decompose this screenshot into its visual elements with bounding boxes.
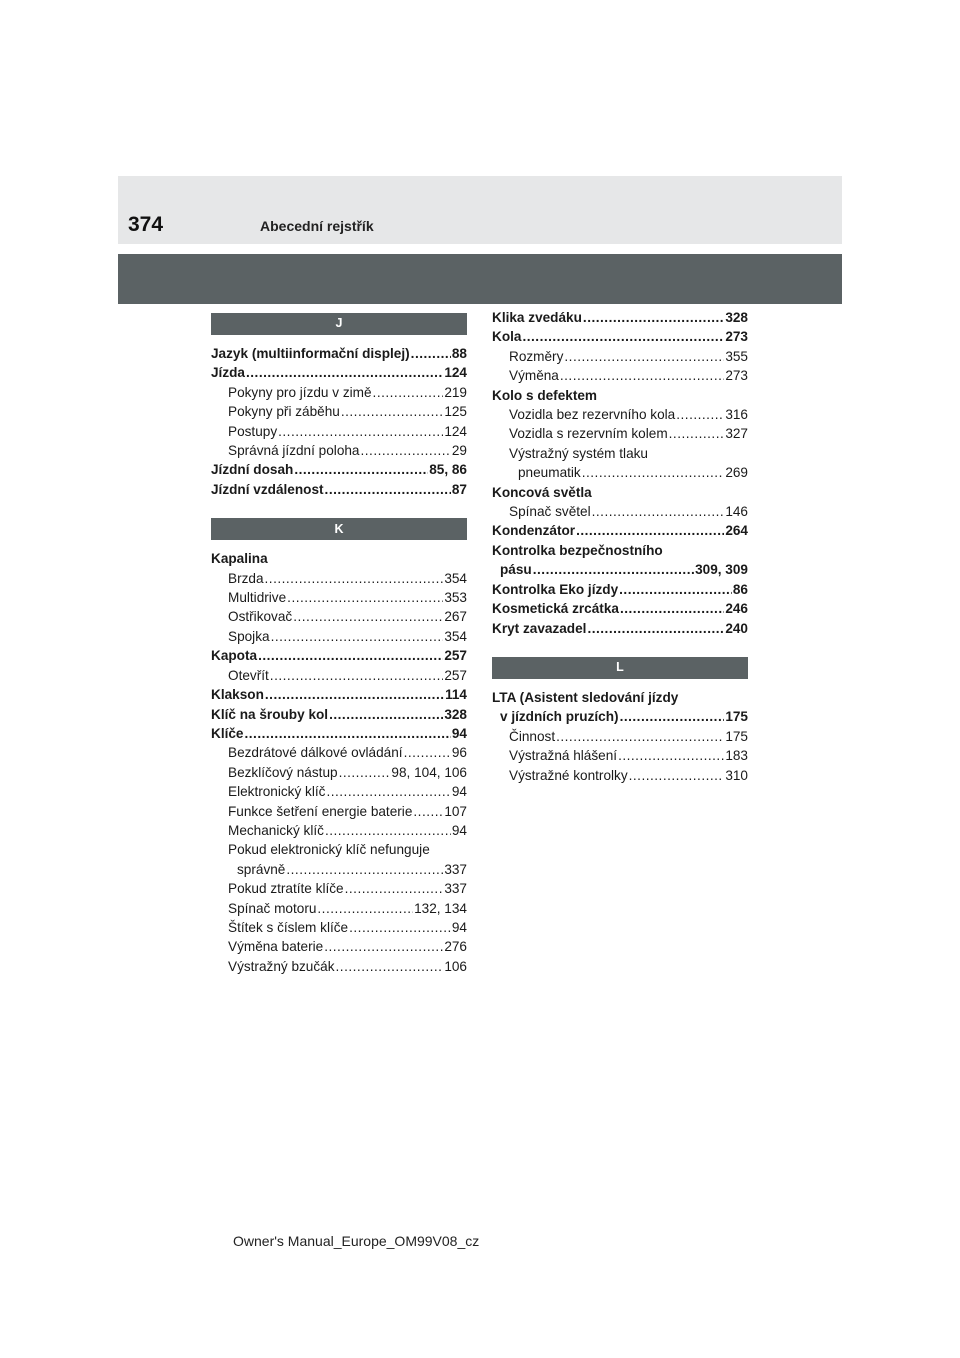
index-heading: Pokud elektronický klíč nefunguje (228, 842, 430, 858)
leader-dots (271, 627, 444, 646)
page-reference: 29 (451, 443, 467, 459)
index-term: Výměna (509, 368, 559, 384)
page-reference: 94 (451, 919, 467, 935)
index-term: Kosmetická zrcátka (492, 601, 619, 617)
index-entry (492, 727, 748, 746)
leader-dots (245, 724, 451, 743)
page-reference: 310 (725, 767, 748, 783)
leader-dots (560, 366, 724, 385)
index-entry (492, 463, 748, 482)
leader-dots (361, 441, 451, 460)
index-column-right (492, 308, 748, 785)
index-entry (492, 599, 748, 618)
index-entry (211, 569, 467, 588)
index-entry (211, 918, 467, 937)
page-reference: 175 (725, 728, 748, 744)
index-term: Výstražná hlášení (509, 748, 618, 764)
index-entry (211, 724, 467, 743)
leader-dots (293, 607, 443, 626)
page-reference: 94 (451, 822, 467, 838)
index-term: Klíč na šrouby kol (211, 706, 329, 722)
page-reference: 316 (725, 407, 748, 423)
page-reference: 106 (444, 958, 467, 974)
page-reference: 257 (444, 648, 467, 664)
letter-heading-l: L (492, 657, 748, 679)
page-reference: 327 (725, 426, 748, 442)
page-reference: 353 (444, 590, 467, 606)
index-term: Kondenzátor (492, 523, 576, 539)
page-reference: 337 (444, 881, 467, 897)
page-reference: 257 (444, 667, 467, 683)
index-entry (492, 405, 748, 424)
index-term: Výstražný bzučák (228, 958, 335, 974)
page-reference: 328 (444, 706, 467, 722)
index-term: Postupy (228, 423, 278, 439)
index-entry (492, 560, 748, 579)
index-entry (211, 363, 467, 382)
leader-dots (582, 463, 725, 482)
index-term: správně (237, 861, 286, 877)
index-term: Správná jízdní poloha (228, 443, 360, 459)
page-reference: 273 (725, 329, 748, 345)
index-term: Brzda (228, 570, 264, 586)
index-entry (211, 480, 467, 499)
leader-dots (286, 860, 443, 879)
leader-dots (294, 460, 428, 479)
index-term: Ostřikovač (228, 609, 293, 625)
page-reference: 94 (451, 784, 467, 800)
leader-dots (324, 937, 443, 956)
leader-dots (411, 344, 451, 363)
leader-dots (258, 646, 443, 665)
index-term: Kola (492, 329, 522, 345)
index-term: Otevřít (228, 667, 269, 683)
index-heading: Koncová světla (492, 484, 592, 500)
index-entry (492, 308, 748, 327)
index-heading: Kapalina (211, 551, 268, 567)
page-reference: 94 (451, 725, 467, 741)
leader-dots (556, 727, 724, 746)
page-reference: 88 (451, 346, 467, 361)
index-entry (211, 821, 467, 840)
leader-dots (564, 347, 724, 366)
index-entry (492, 502, 748, 521)
index-entry (492, 424, 748, 443)
index-term: Rozměry (509, 348, 564, 364)
index-term: Kontrolka Eko jízdy (492, 581, 619, 597)
leader-dots (533, 560, 694, 579)
leader-dots (287, 588, 443, 607)
leader-dots (587, 619, 724, 638)
leader-dots (336, 957, 444, 976)
leader-dots (404, 743, 451, 762)
index-entry (492, 521, 748, 540)
group-gap (211, 499, 467, 518)
index-term: Mechanický klíč (228, 822, 324, 838)
leader-dots (620, 599, 724, 618)
page-reference: 264 (725, 523, 748, 539)
index-entry (211, 627, 467, 646)
index-entry (211, 607, 467, 626)
leader-dots (618, 746, 724, 765)
leader-dots (265, 569, 444, 588)
index-column-left (211, 313, 467, 976)
leader-dots (373, 383, 444, 402)
page-reference: 219 (444, 384, 467, 400)
page-reference: 87 (451, 481, 467, 497)
index-term: Jízdní vzdálenost (211, 481, 324, 497)
index-entry (211, 860, 467, 879)
index-term: Vozidla s rezervním kolem (509, 426, 668, 442)
index-term: v jízdních pruzích) (500, 709, 619, 725)
index-entry (211, 705, 467, 724)
leader-dots (345, 879, 444, 898)
leader-dots (669, 424, 725, 443)
index-entry (492, 766, 748, 785)
index-term: Pokud ztratíte klíče (228, 881, 344, 897)
index-heading: Kontrolka bezpečnostního (492, 542, 663, 558)
index-entry (492, 746, 748, 765)
index-term: Bezklíčový nástup (228, 764, 338, 780)
page-reference: 267 (444, 609, 467, 625)
page-reference: 85, 86 (429, 462, 467, 478)
page-reference: 309, 309 (695, 562, 748, 578)
index-entry (211, 402, 467, 421)
index-entry (211, 957, 467, 976)
index-term: Klakson (211, 687, 264, 703)
index-term: Jazyk (multiinformační displej) (211, 346, 410, 361)
index-term: Výměna baterie (228, 939, 324, 955)
letter-heading-j: J (211, 313, 467, 335)
index-entry (492, 580, 748, 599)
index-entry (492, 619, 748, 638)
index-entry (211, 646, 467, 665)
leader-dots (325, 480, 451, 499)
index-entry (211, 763, 467, 782)
page-reference: 240 (725, 620, 748, 636)
page-reference: 98, 104, 106 (391, 764, 467, 780)
page-reference: 269 (725, 465, 748, 481)
index-term: Multidrive (228, 590, 287, 606)
index-term: pneumatik (518, 465, 581, 481)
leader-dots (270, 666, 444, 685)
page-reference: 337 (444, 861, 467, 877)
index-term: Funkce šetření energie baterie (228, 803, 413, 819)
leader-dots (341, 402, 443, 421)
leader-dots (329, 705, 443, 724)
section-title: Abecední rejstřík (260, 218, 374, 234)
page-number: 374 (128, 213, 164, 236)
page-reference: 175 (725, 709, 748, 725)
index-term: Pokyny při záběhu (228, 404, 340, 420)
index-entry (211, 383, 467, 402)
index-entry (211, 899, 467, 918)
index-entry (211, 782, 467, 801)
index-term: Bezdrátové dálkové ovládání (228, 745, 403, 761)
leader-dots (619, 580, 732, 599)
leader-dots (583, 308, 724, 327)
page-reference: 354 (444, 628, 467, 644)
leader-dots (522, 327, 724, 346)
leader-dots (592, 502, 725, 521)
leader-dots (317, 899, 413, 918)
index-entry (492, 707, 748, 726)
index-heading: Kolo s defektem (492, 387, 597, 403)
page-reference: 354 (444, 570, 467, 586)
leader-dots (246, 363, 443, 382)
index-term: Jízda (211, 365, 245, 381)
index-term: Činnost (509, 728, 556, 744)
index-term: Výstražné kontrolky (509, 767, 628, 783)
page-reference: 276 (444, 939, 467, 955)
index-term: Pokyny pro jízdu v zimě (228, 384, 372, 400)
index-term: Klika zvedáku (492, 310, 582, 325)
index-term: Kryt zavazadel (492, 620, 587, 636)
index-term: Jízdní dosah (211, 462, 294, 478)
leader-dots (326, 782, 450, 801)
index-entry (492, 327, 748, 346)
leader-dots (620, 707, 725, 726)
group-gap (492, 638, 748, 657)
leader-dots (265, 685, 444, 704)
index-heading: LTA (Asistent sledování jízdy (492, 689, 679, 705)
header-band (118, 176, 842, 244)
page-reference: 96 (451, 745, 467, 761)
index-term: Klíče (211, 725, 244, 741)
footer-manual-id: Owner's Manual_Europe_OM99V08_cz (233, 1233, 480, 1249)
leader-dots (278, 422, 443, 441)
page-reference: 328 (725, 310, 748, 325)
index-entry (211, 460, 467, 479)
page-reference: 183 (725, 748, 748, 764)
page-reference: 86 (732, 581, 748, 597)
leader-dots (629, 766, 725, 785)
page-reference: 273 (725, 368, 748, 384)
index-entry (211, 422, 467, 441)
index-term: Spínač světel (509, 504, 591, 520)
leader-dots (339, 763, 391, 782)
index-term: Vozidla bez rezervního kola (509, 407, 676, 423)
index-term: pásu (500, 562, 532, 578)
page-reference: 132, 134 (414, 900, 467, 916)
index-term: Štítek s číslem klíče (228, 919, 349, 935)
page-reference: 124 (444, 423, 467, 439)
index-entry (492, 366, 748, 385)
leader-dots (413, 802, 443, 821)
index-entry (492, 347, 748, 366)
index-entry (211, 441, 467, 460)
letter-heading-k: K (211, 518, 467, 540)
index-entry (211, 879, 467, 898)
leader-dots (349, 918, 451, 937)
index-entry (211, 685, 467, 704)
index-term: Elektronický klíč (228, 784, 326, 800)
index-heading: Výstražný systém tlaku (509, 445, 648, 461)
index-entry (211, 588, 467, 607)
page-reference: 107 (444, 803, 467, 819)
index-term: Spojka (228, 628, 270, 644)
header-dark-band (118, 254, 842, 304)
index-entry (211, 743, 467, 762)
leader-dots (576, 521, 724, 540)
index-term: Spínač motoru (228, 900, 317, 916)
index-entry (211, 666, 467, 685)
page-reference: 146 (725, 504, 748, 520)
index-entry (211, 937, 467, 956)
page-reference: 125 (444, 404, 467, 420)
leader-dots (325, 821, 451, 840)
leader-dots (676, 405, 724, 424)
index-term: Kapota (211, 648, 258, 664)
page-reference: 114 (445, 687, 467, 703)
page-reference: 124 (444, 365, 467, 381)
index-entry (211, 802, 467, 821)
page-reference: 355 (725, 348, 748, 364)
index-entry (211, 344, 467, 363)
page-reference: 246 (725, 601, 748, 617)
